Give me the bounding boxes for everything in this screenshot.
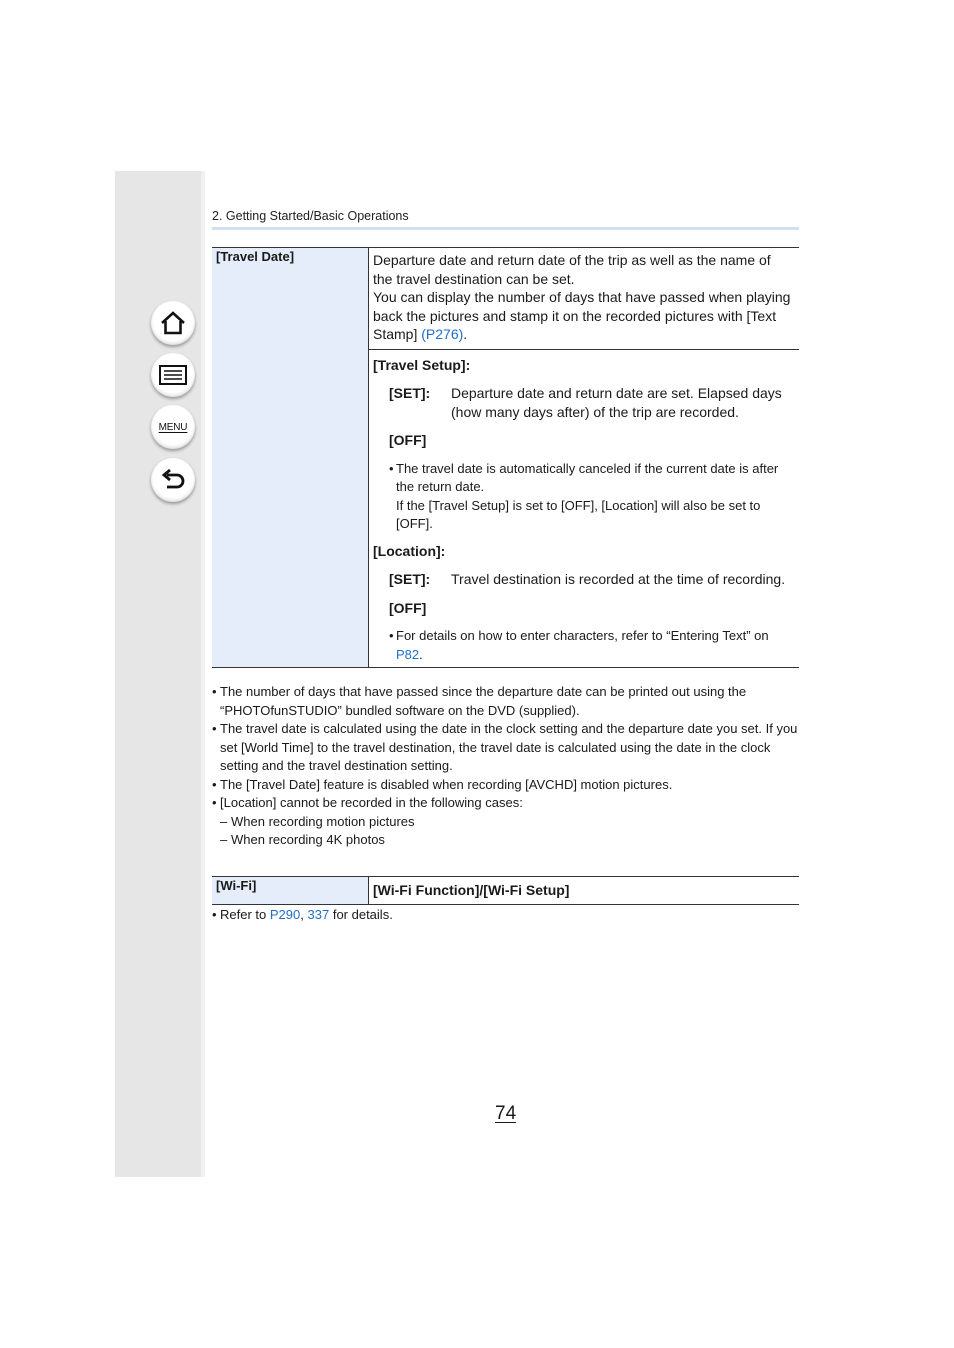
bullet: • bbox=[389, 628, 394, 643]
list-item: • The number of days that have passed since the departure date can be printed out using the “PHOTOfunSTUDIO” bundled software on the DVD (supplied). bbox=[212, 684, 747, 718]
link-p290[interactable]: P290 bbox=[269, 907, 301, 922]
list-item: • The travel date is calculated using the date in the clock setting and the departure date you set. If you set [World Time] to the travel destination, the travel date is calculated using the date in the clock setting and the travel destination setting. bbox=[212, 721, 798, 773]
travel-date-intro-2: You can display the number of days that have passed when playing back the pictures and stamp it on the recorded pictures with [Text Stamp] (P276). bbox=[373, 289, 791, 342]
wifi-value: [Wi-Fi Function]/[Wi-Fi Setup] bbox=[369, 877, 800, 905]
link-p276[interactable]: (P276) bbox=[421, 326, 464, 342]
back-icon bbox=[159, 466, 187, 494]
travel-date-intro-1: Departure date and return date of the trip as well as the name of the travel destination can be set. bbox=[373, 252, 771, 287]
option-key: [SET]: bbox=[389, 385, 431, 401]
location-off-option: [OFF] bbox=[389, 599, 427, 616]
travel-setup-set-option bbox=[389, 384, 793, 421]
list-sub-item: – When recording motion pictures bbox=[220, 813, 415, 829]
link-p337[interactable]: 337 bbox=[307, 907, 330, 922]
location-note: • For details on how to enter characters, refer to “Entering Text” on P82. bbox=[389, 627, 793, 664]
list-item: • Refer to P290, 337 for details. bbox=[212, 907, 393, 922]
list-item: • [Location] cannot be recorded in the following cases: bbox=[212, 795, 523, 810]
menu-button[interactable] bbox=[151, 405, 195, 449]
table-row bbox=[212, 248, 799, 668]
location-set-option bbox=[389, 570, 793, 589]
option-description: Travel destination is recorded at the time of recording. bbox=[451, 571, 786, 587]
travel-date-description bbox=[369, 248, 800, 668]
link-p82[interactable]: P82 bbox=[396, 646, 420, 662]
travel-date-notes bbox=[212, 683, 802, 850]
travel-date-label: [Travel Date] bbox=[212, 248, 369, 668]
home-icon bbox=[159, 309, 187, 337]
header-rule bbox=[212, 227, 799, 230]
wifi-label: [Wi-Fi] bbox=[212, 877, 369, 905]
back-button[interactable] bbox=[151, 458, 195, 502]
contents-list-icon bbox=[158, 363, 188, 387]
bullet: • bbox=[389, 460, 394, 476]
wifi-table bbox=[212, 876, 799, 905]
menu-icon: MENU bbox=[158, 421, 188, 433]
location-heading: [Location]: bbox=[373, 542, 446, 559]
travel-setup-note: • The travel date is automatically canceled if the current date is after the return date. If the [Travel Setup] is set to [OFF], [Location] will also be set to [OFF]. bbox=[389, 460, 793, 534]
home-button[interactable] bbox=[151, 301, 195, 345]
divider bbox=[369, 349, 799, 350]
travel-setup-off-option: [OFF] bbox=[389, 432, 427, 448]
page-number: 74 bbox=[495, 1103, 517, 1124]
option-description: Departure date and return date are set. Elapsed days (how many days after) of the trip are recorded. bbox=[451, 385, 782, 420]
travel-setup-heading: [Travel Setup]: bbox=[373, 356, 471, 373]
list-sub-item: – When recording 4K photos bbox=[220, 832, 385, 847]
contents-list-button[interactable] bbox=[151, 353, 195, 397]
travel-date-table bbox=[212, 247, 799, 668]
option-key: [SET]: bbox=[389, 571, 431, 587]
list-item: • The [Travel Date] feature is disabled when recording [AVCHD] motion pictures. bbox=[212, 776, 673, 792]
side-navigation-edge bbox=[201, 171, 205, 1177]
table-row bbox=[212, 877, 799, 905]
wifi-notes bbox=[212, 906, 802, 925]
breadcrumb: 2. Getting Started/Basic Operations bbox=[212, 209, 409, 223]
